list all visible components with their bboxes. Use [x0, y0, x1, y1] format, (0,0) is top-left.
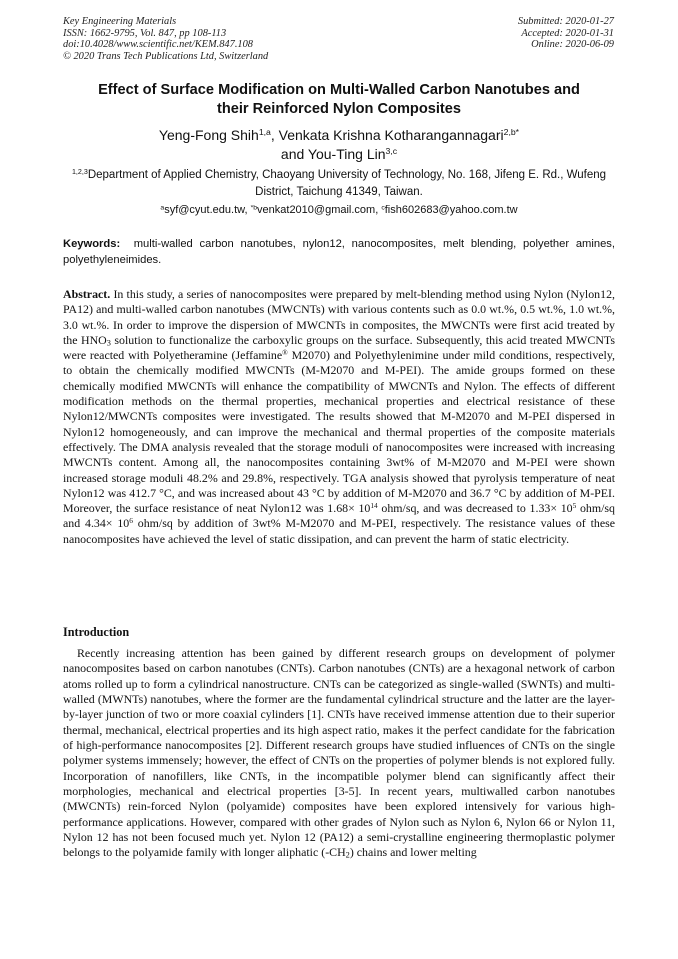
registered-mark: ® — [282, 348, 288, 358]
journal-info — [63, 16, 268, 62]
online-date: Online: 2020-06-09 — [531, 39, 614, 51]
email-b[interactable]: venkat2010@gmail.com, — [257, 204, 379, 216]
submitted-date: Submitted: 2020-01-27 — [517, 16, 614, 27]
affiliation-text: Department of Applied Chemistry, Chaoyang University of Technology, No. 168, Jifeng E. Rd., Wufeng District, Taichung 41349, Taiwan. — [87, 169, 607, 198]
abstract-exp-14: 14 — [370, 501, 378, 511]
issn-line: ISSN: 1662-9795, Vol. 847, pp 108-113 — [63, 27, 227, 39]
abstract-text-3: M2070) and Polyethylenimine under mild conditions, respectively, to obtain the chemically modified MWCNTs (M-M2070 and M-PEI). The amide groups formed on these chemically modified MWCNTs will enhance the compatibility of MWCNTs and Nylon. The effects of different modification methods on the thermal properties, mechanical properties and electrical resistance of these Nylon12/MWCNTs composites were investigated. The results showed that M-M2070 and M-PEI dispersed in Nylon12 homogeneously, and can improve the mechanical and thermal properties of the composite materials effectively. The DMA analysis revealed that the storage moduli of nanocomposites were increased with increasing MWCNTs content. Among all, the nanocomposites containing 3wt% of M-M2070 and M-PEI were shown increased storage moduli 48.2% and 29.8%, respectively. TGA analysis showed that pyrolysis temperature of neat Nylon12 was 412.7 °C, and was increased about 43 °C by addition of M-M2070 and 36.7 °C by addition of M-PEI. Moreover, the surface resistance of neat Nylon12 was 1.68× 10 — [63, 348, 615, 516]
author-1: Yeng-Fong Shih — [158, 127, 259, 143]
abstract-text-4: ohm/sq, and was decreased to 1.33× 10 — [377, 501, 573, 516]
title-line-1: Effect of Surface Modification on Multi-Walled Carbon Nanotubes and — [98, 82, 580, 98]
email-c-marker: c — [381, 204, 385, 212]
journal-name: Key Engineering Materials — [63, 16, 177, 27]
abstract-text-6: ohm/sq by addition of 3wt% M-M2070 and M-PEI, respectively. The resistance values of these nanocomposites have achieved the level of static dissipation, and can prevent the harm of static electricity. — [63, 516, 615, 546]
email-a-marker: a — [160, 204, 165, 212]
intro-sub-2: 2 — [345, 851, 350, 861]
affiliation — [63, 167, 615, 200]
author-list: Yeng-Fong Shih$^{1,a}$, Venkata Krishna Kotharangannagari$^{2,b*}$ and You-Ting Lin$^{3,c}$ — [158, 127, 520, 162]
abstract-text-5: ohm/sq and 4.34× 10 — [63, 501, 615, 531]
introduction-body — [63, 646, 615, 861]
author-3-affil: 3,c — [385, 146, 398, 157]
author-3: You-Ting Lin — [307, 146, 386, 162]
intro-text-2: ) chains and lower melting — [349, 845, 477, 860]
abstract-sub-3: 3 — [106, 338, 111, 348]
author-2-affil: 2,b* — [503, 127, 520, 138]
email-b-marker: *b — [250, 204, 258, 212]
affiliation-marker: 1,2,3 — [71, 168, 88, 177]
abstract-label: Abstract. — [63, 287, 111, 301]
abstract-exp-6: 6 — [129, 516, 133, 526]
abstract-text-2: solution to functionalize the carboxylic groups on the surface. Subsequently, this acid treated MWCNTs were reacted with Polyetheramine (Jeffamine — [63, 332, 615, 363]
abstract-text-1: In this study, a series of nanocomposites were prepared by melt-blending method using Nylon (Nylon12, PA12) and multi-walled carbon nanotubes (MWCNTs) with various contents such as 0.0 wt.%, 0.5 wt.%, 1.0 wt.%, 3.0 wt.%. In order to improve the dispersion of MWCNTs in composites, the MWCNTs were first acid treated by the HNO — [63, 287, 615, 347]
author-1-affil: 1,a — [258, 127, 271, 138]
keywords-label: Keywords: — [63, 238, 121, 250]
abstract — [63, 287, 615, 547]
author-conjunction: and — [280, 146, 305, 162]
doi-line: doi:10.4028/www.scientific.net/KEM.847.108 — [63, 39, 253, 51]
title-line-2: their Reinforced Nylon Composites — [216, 100, 462, 117]
publication-dates — [518, 16, 614, 51]
keywords — [63, 237, 615, 268]
accepted-date: Accepted: 2020-01-31 — [521, 27, 614, 39]
abstract-exp-5: 5 — [572, 501, 577, 511]
paper-title — [63, 81, 615, 118]
intro-text-1: Recently increasing attention has been gained by different research groups on development of polymer nanocomposites based on carbon nanotubes (CNTs). Carbon nanotubes (CNTs) are a hexagonal network of carbon atoms rolled up to form a cylindrical nanostructure. CNTs can be categorized as single-walled (SWNTs) and multi-walled (MWNTs) nanotubes, where the former are the fundamental cylindrical structure and the latter are the layer-by-layer junction of two or more coaxial cylinders [1]. CNTs have received immense attention due to their superior thermal, mechanical, electrical properties and its high aspect ratio, makes it the perfect candidate for the fabrication of high-performance nanocomposites [2]. Different research groups have studied influences of CNTs on the single polymer systems immensely; however, the effect of CNTs on the properties of polymer blends is not explored fully. Incorporation of nanofillers, like CNTs, in the incompatible polymer blend can significantly affect their morphologies, mechanical and electrical properties [3-5]. In recent years, multiwalled carbon nanotubes (MWCNTs) rein-forced Nylon (polyamide) composites have been explored intensively for various high-performance applications. However, compared with other grades of Nylon such as Nylon 6, Nylon 66 or Nylon 11, Nylon 12 has not been focused much yet. Nylon 12 (PA12) a semi-crystalline engineering thermoplastic polymer belongs to the polyamide family with longer aliphatic (-CH — [63, 646, 615, 860]
keywords-text: multi-walled carbon nanotubes, nylon12, nanocomposites, melt blending, polyether amines, polyethyleneimides. — [63, 238, 615, 266]
copyright-line: © 2020 Trans Tech Publications Ltd, Switzerland — [63, 50, 269, 62]
email-c[interactable]: fish602683@yahoo.com.tw — [384, 204, 518, 216]
email-a[interactable]: syf@cyut.edu.tw, — [164, 204, 248, 216]
author-emails — [63, 203, 615, 217]
introduction-heading: Introduction — [63, 625, 130, 639]
author-2: Venkata Krishna Kotharangannagari — [278, 127, 504, 143]
